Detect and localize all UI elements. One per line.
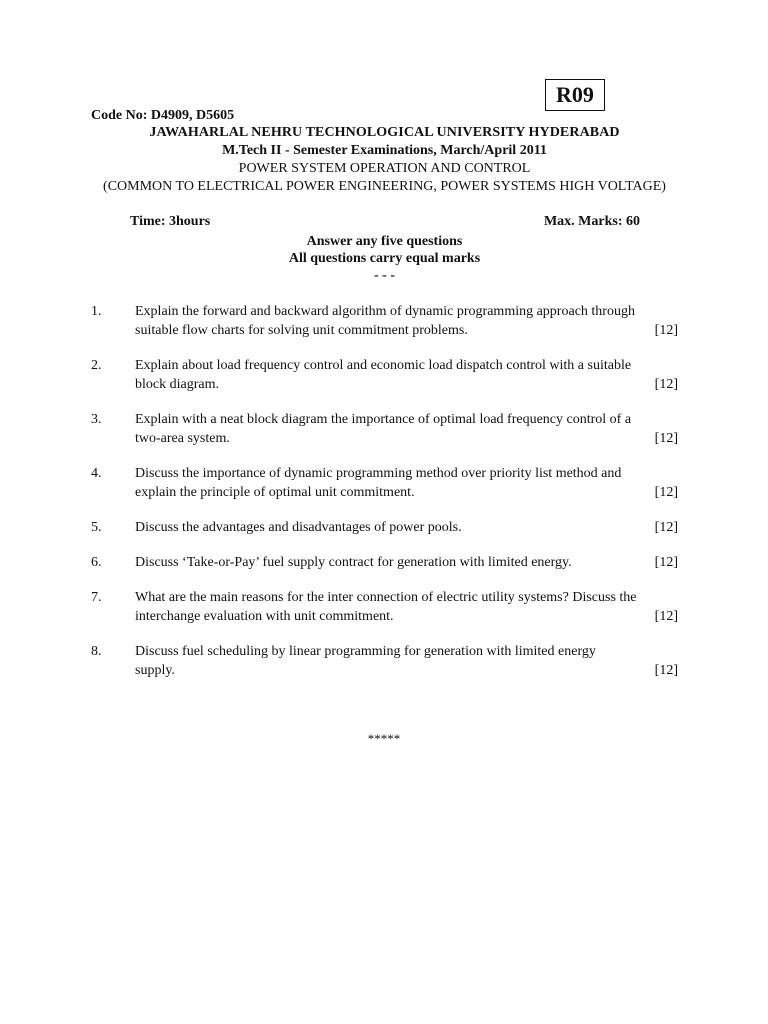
question-text-line-2: two-area system. (135, 431, 230, 446)
university-name: JAWAHARLAL NEHRU TECHNOLOGICAL UNIVERSITY HYDERABAD (149, 125, 620, 140)
question-number: 7. (91, 590, 102, 605)
question-text-line-1: Explain the forward and backward algorithm of dynamic programming approach through (135, 304, 635, 319)
question-text-line-1: Explain with a neat block diagram the importance of optimal load frequency control of a (135, 412, 632, 427)
subject-title: POWER SYSTEM OPERATION AND CONTROL (238, 161, 531, 176)
time-marks-row (130, 214, 640, 230)
question-number: 8. (91, 644, 102, 659)
question-item (91, 356, 678, 394)
question-text-line-2: explain the principle of optimal unit commitment. (135, 485, 415, 500)
exam-duration: Time: 3hours (130, 214, 211, 229)
question-number: 3. (91, 412, 102, 427)
question-item (91, 553, 678, 572)
question-number: 2. (91, 358, 102, 373)
question-item (91, 642, 678, 680)
question-text-line-1: Discuss the importance of dynamic programming method over priority list method and (135, 466, 622, 481)
question-text-line-1: Discuss ‘Take-or-Pay’ fuel supply contract for generation with limited energy. (135, 555, 572, 570)
question-text-line-2: supply. (135, 663, 175, 678)
question-item (91, 588, 678, 626)
exam-title: M.Tech II - Semester Examinations, March/April 2011 (222, 143, 547, 158)
question-number: 4. (91, 466, 102, 481)
question-text-line-1: Discuss fuel scheduling by linear programming for generation with limited energy (135, 644, 596, 659)
question-list (91, 302, 678, 696)
regulation-code: R09 (556, 82, 594, 107)
common-to-note: (COMMON TO ELECTRICAL POWER ENGINEERING, POWER SYSTEMS HIGH VOLTAGE) (103, 179, 666, 194)
instruction-separator: - - - (374, 268, 395, 283)
question-number: 5. (91, 520, 102, 535)
question-number: 6. (91, 555, 102, 570)
instruction-equal-marks: All questions carry equal marks (288, 251, 481, 266)
exam-header (91, 124, 678, 196)
regulation-code-box (545, 79, 605, 111)
exam-instructions (91, 233, 678, 284)
question-item (91, 518, 678, 537)
question-marks: [12] (654, 555, 678, 570)
question-item (91, 410, 678, 448)
question-number: 1. (91, 304, 102, 319)
question-marks: [12] (654, 609, 678, 624)
question-text-line-2: suitable flow charts for solving unit commitment problems. (135, 323, 468, 338)
question-text-line-1: Explain about load frequency control and economic load dispatch control with a suitable (135, 358, 632, 373)
question-marks: [12] (654, 485, 678, 500)
question-text-line-2: interchange evaluation with unit commitment. (135, 609, 394, 624)
subject-code-line: Code No: D4909, D5605 (91, 108, 235, 123)
end-of-paper-mark: ***** (367, 731, 401, 746)
max-marks: Max. Marks: 60 (543, 214, 640, 229)
question-marks: [12] (654, 377, 678, 392)
question-marks: [12] (654, 663, 678, 678)
question-marks: [12] (654, 520, 678, 535)
instruction-answer-any: Answer any five questions (306, 234, 463, 249)
question-item (91, 302, 678, 340)
question-item (91, 464, 678, 502)
question-text-line-1: What are the main reasons for the inter connection of electric utility systems? Discuss the (135, 590, 637, 605)
question-text-line-2: block diagram. (135, 377, 219, 392)
question-marks: [12] (654, 323, 678, 338)
question-marks: [12] (654, 431, 678, 446)
question-text-line-1: Discuss the advantages and disadvantages of power pools. (135, 520, 462, 535)
